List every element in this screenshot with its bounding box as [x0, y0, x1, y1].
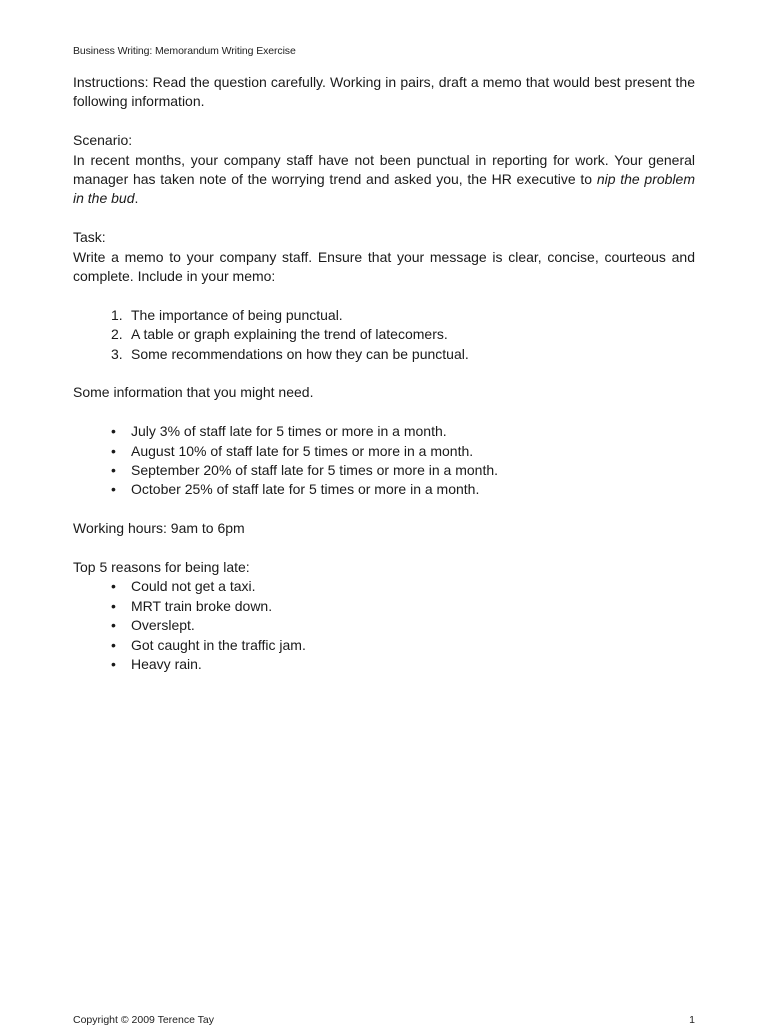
bullet-icon: • — [111, 597, 116, 614]
list-item-text: August 10% of staff late for 5 times or more in a month. — [131, 442, 474, 459]
list-item-text: MRT train broke down. — [131, 597, 273, 614]
list-item-text: Got caught in the traffic jam. — [131, 636, 306, 653]
bullet-icon: • — [111, 423, 116, 440]
list-item — [73, 616, 695, 635]
scenario-italic-phrase: nip the problem in the bud — [73, 171, 695, 207]
document-body — [73, 73, 695, 674]
list-item-text: The importance of being punctual. — [131, 306, 343, 323]
list-item — [73, 636, 695, 655]
list-item — [73, 442, 695, 461]
bullet-icon: • — [111, 481, 116, 498]
page-number: 1 — [689, 1014, 695, 1026]
task-paragraph: Write a memo to your company staff. Ensure that your message is clear, concise, courteous and complete. Include in your memo: — [73, 248, 695, 285]
scenario-text-end: . — [134, 190, 139, 207]
list-item — [73, 306, 695, 325]
bullet-icon: • — [111, 462, 116, 479]
list-number: 3. — [111, 345, 123, 362]
list-item-text: Overslept. — [131, 617, 195, 634]
scenario-heading: Scenario: — [73, 132, 133, 149]
list-item — [73, 345, 695, 364]
list-item — [73, 655, 695, 674]
list-item-text: Heavy rain. — [131, 656, 202, 673]
working-hours: Working hours: 9am to 6pm — [73, 520, 245, 537]
running-header: Business Writing: Memorandum Writing Exercise — [73, 45, 296, 57]
list-item — [73, 480, 695, 499]
instructions-paragraph: Instructions: Read the question carefully. Working in pairs, draft a memo that would best present the following information. — [73, 74, 695, 110]
info-intro: Some information that you might need. — [73, 384, 314, 401]
bullet-icon: • — [111, 636, 116, 653]
list-item — [73, 325, 695, 344]
reasons-heading: Top 5 reasons for being late: — [73, 559, 250, 576]
scenario-text: In recent months, your company staff have not been punctual in reporting for work. Your general manager has taken note of the worrying trend and asked you, the HR executive to — [73, 151, 695, 188]
bullet-icon: • — [111, 578, 116, 595]
list-item-text: July 3% of staff late for 5 times or more in a month. — [131, 423, 447, 440]
bullet-icon: • — [111, 442, 116, 459]
list-item-text: Some recommendations on how they can be punctual. — [131, 345, 469, 362]
late-stats-list — [73, 422, 695, 500]
bullet-icon: • — [111, 656, 116, 673]
list-number: 1. — [111, 306, 123, 323]
list-item — [73, 597, 695, 616]
document-page — [73, 0, 695, 1024]
task-requirements-list — [73, 306, 695, 364]
list-item-text: September 20% of staff late for 5 times or more in a month. — [131, 462, 499, 479]
list-item-text: A table or graph explaining the trend of latecomers. — [131, 326, 448, 343]
list-number: 2. — [111, 326, 123, 343]
bullet-icon: • — [111, 617, 116, 634]
scenario-paragraph — [73, 151, 695, 209]
task-heading: Task: — [73, 229, 106, 246]
reasons-list — [73, 577, 695, 674]
list-item-text: October 25% of staff late for 5 times or more in a month. — [131, 481, 480, 498]
list-item — [73, 577, 695, 596]
list-item-text: Could not get a taxi. — [131, 578, 256, 595]
list-item — [73, 422, 695, 441]
copyright-notice: Copyright © 2009 Terence Tay — [73, 1014, 215, 1026]
list-item — [73, 461, 695, 480]
